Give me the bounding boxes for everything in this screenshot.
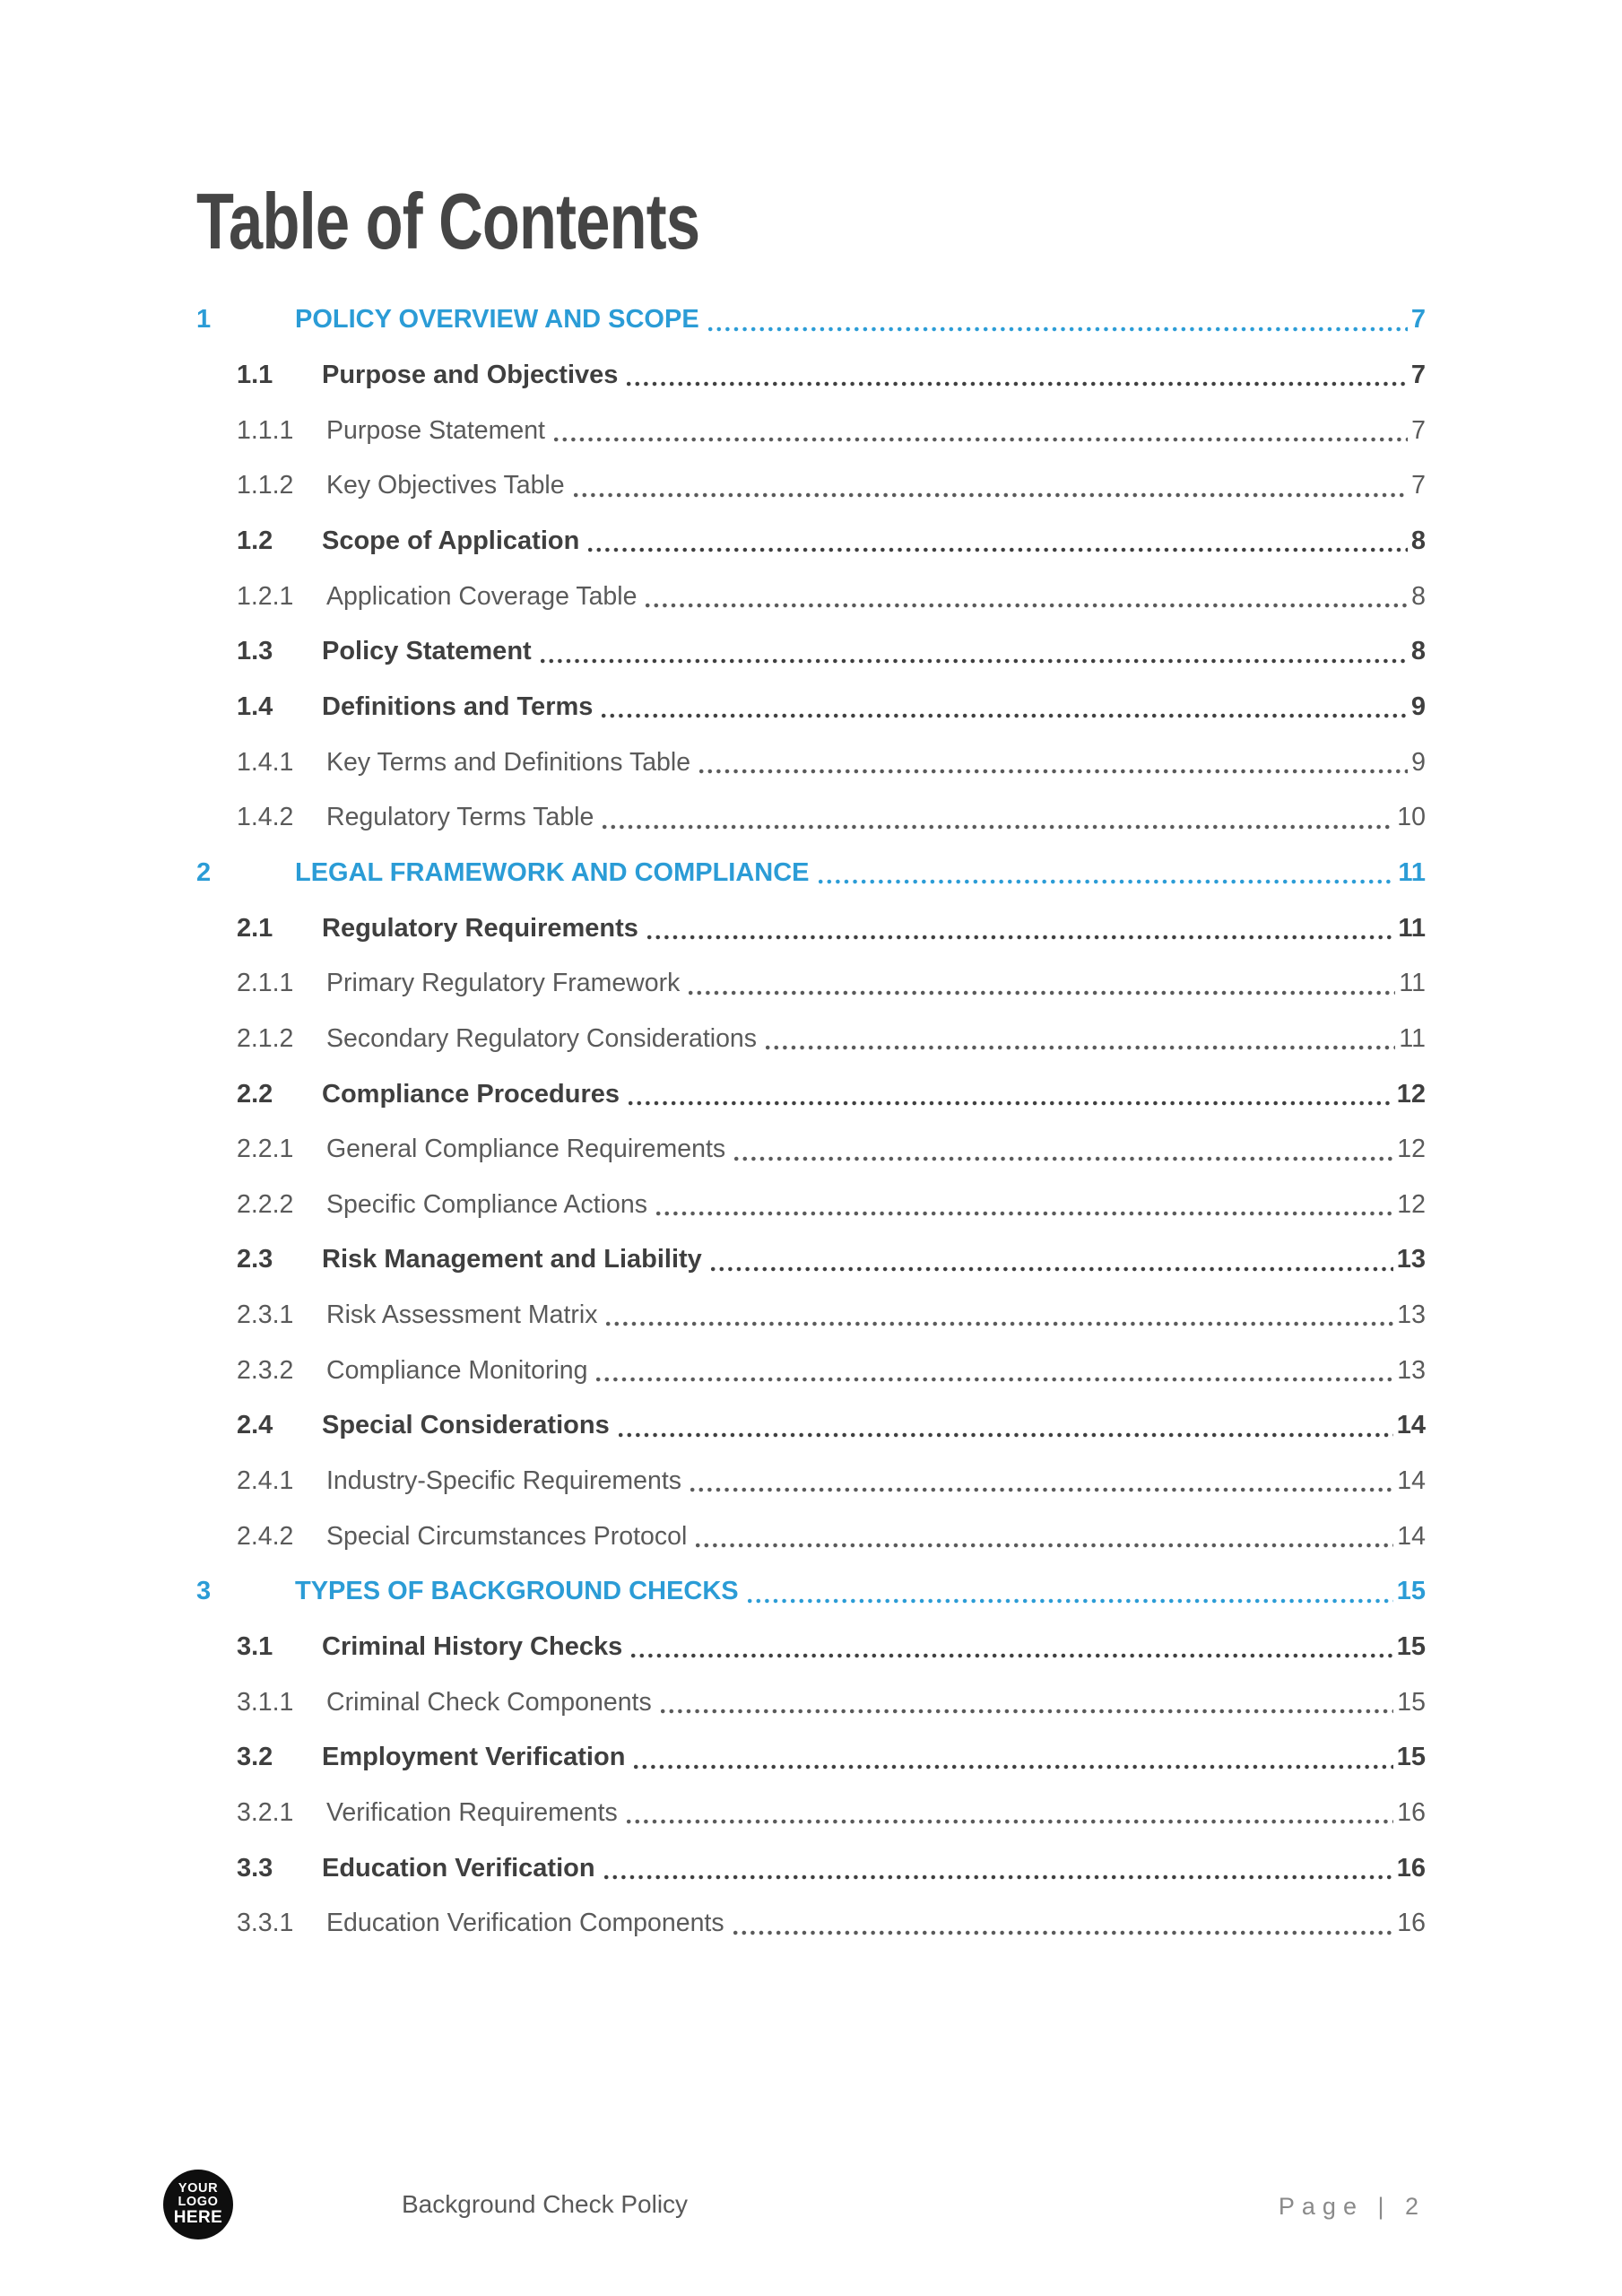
toc-entry-number: 2 bbox=[196, 857, 212, 887]
toc-entry-label: Definitions and Terms bbox=[322, 691, 594, 721]
dot-leader bbox=[606, 1321, 1393, 1326]
toc-entry[interactable] bbox=[196, 1620, 1426, 1675]
toc-entry-number: 2.4.2 bbox=[237, 1521, 294, 1551]
dot-leader bbox=[634, 1764, 1392, 1770]
toc-entry-page: 16 bbox=[1397, 1909, 1426, 1938]
toc-entry-label: POLICY OVERVIEW AND SCOPE bbox=[295, 305, 699, 335]
toc-entry-number: 1 bbox=[196, 305, 212, 335]
toc-entry-page: 8 bbox=[1410, 526, 1426, 555]
toc-entry-page: 11 bbox=[1399, 1023, 1426, 1053]
toc-entry[interactable] bbox=[196, 624, 1426, 680]
logo-line-your: YOUR bbox=[178, 2180, 219, 2196]
toc-entry-page: 12 bbox=[1397, 1135, 1426, 1164]
toc-entry-page: 7 bbox=[1411, 415, 1426, 445]
toc-entry[interactable] bbox=[196, 292, 1426, 348]
toc-entry[interactable] bbox=[196, 1122, 1426, 1178]
toc-entry[interactable] bbox=[196, 1012, 1426, 1067]
toc-entry-label: LEGAL FRAMEWORK AND COMPLIANCE bbox=[295, 857, 810, 887]
toc-entry-number: 2.4.1 bbox=[237, 1466, 294, 1496]
toc-entry-label: Industry-Specific Requirements bbox=[326, 1466, 681, 1496]
dot-leader bbox=[689, 990, 1395, 996]
toc-entry[interactable] bbox=[196, 514, 1426, 570]
dot-leader bbox=[696, 1543, 1393, 1548]
toc-entry-number: 2.2 bbox=[237, 1079, 273, 1109]
toc-entry-label: Compliance Procedures bbox=[322, 1079, 620, 1109]
toc-entry-label: Primary Regulatory Framework bbox=[326, 969, 681, 998]
toc-entry-page: 13 bbox=[1396, 1245, 1426, 1274]
toc-entry[interactable] bbox=[196, 1786, 1426, 1841]
toc-entry-page: 16 bbox=[1397, 1798, 1426, 1828]
toc-entry-label: Regulatory Terms Table bbox=[326, 803, 594, 832]
toc-entry-number: 1.1.2 bbox=[237, 471, 294, 500]
toc-entry-page: 14 bbox=[1397, 1466, 1426, 1496]
dot-leader bbox=[554, 437, 1408, 442]
dot-leader bbox=[734, 1156, 1393, 1161]
dot-leader bbox=[748, 1598, 1393, 1604]
toc-entry[interactable] bbox=[196, 1066, 1426, 1122]
toc-entry-number: 1.1 bbox=[237, 360, 273, 389]
toc-entry-label: Specific Compliance Actions bbox=[326, 1189, 648, 1219]
dot-leader bbox=[711, 1266, 1393, 1272]
page-title: Table of Contents bbox=[196, 177, 700, 265]
toc-entry-page: 8 bbox=[1411, 581, 1426, 611]
toc-entry-page: 15 bbox=[1397, 1687, 1426, 1717]
toc-entry-page: 9 bbox=[1411, 747, 1426, 777]
dot-leader bbox=[619, 1432, 1393, 1438]
toc-entry-number: 2.3 bbox=[237, 1245, 273, 1274]
dot-leader bbox=[631, 1653, 1393, 1658]
toc-entry-label: Compliance Monitoring bbox=[326, 1355, 588, 1385]
toc-entry-number: 1.3 bbox=[237, 637, 273, 666]
toc-entry[interactable] bbox=[196, 1454, 1426, 1509]
toc-entry-page: 8 bbox=[1410, 637, 1426, 666]
toc-entry-page: 7 bbox=[1410, 305, 1426, 335]
dot-leader bbox=[627, 1819, 1394, 1824]
toc-entry-page: 15 bbox=[1396, 1577, 1426, 1606]
toc-entry-number: 2.3.2 bbox=[237, 1355, 294, 1385]
toc-entry-label: Risk Assessment Matrix bbox=[326, 1300, 598, 1330]
toc-entry-number: 1.2 bbox=[237, 526, 273, 555]
toc-list bbox=[196, 292, 1426, 1952]
toc-entry-label: Employment Verification bbox=[322, 1743, 626, 1772]
dot-leader bbox=[647, 935, 1394, 940]
toc-entry-page: 7 bbox=[1410, 360, 1426, 389]
toc-entry-page: 15 bbox=[1396, 1743, 1426, 1772]
toc-entry-number: 1.1.1 bbox=[237, 415, 294, 445]
logo-line-logo: LOGO bbox=[178, 2194, 219, 2209]
dot-leader bbox=[766, 1045, 1395, 1050]
toc-entry-number: 2.1 bbox=[237, 913, 273, 943]
toc-entry-label: Policy Statement bbox=[322, 637, 532, 666]
toc-entry[interactable] bbox=[196, 1178, 1426, 1233]
toc-entry[interactable] bbox=[196, 1564, 1426, 1620]
toc-entry-page: 15 bbox=[1396, 1632, 1426, 1662]
logo-line-here: HERE bbox=[173, 2208, 223, 2228]
dot-leader bbox=[661, 1709, 1394, 1714]
toc-entry-label: General Compliance Requirements bbox=[326, 1135, 726, 1164]
toc-entry-label: Verification Requirements bbox=[326, 1798, 618, 1828]
toc-entry-page: 12 bbox=[1397, 1189, 1426, 1219]
dot-leader bbox=[708, 326, 1408, 332]
toc-entry-label: TYPES OF BACKGROUND CHECKS bbox=[295, 1577, 739, 1606]
toc-entry[interactable] bbox=[196, 458, 1426, 514]
dot-leader bbox=[699, 769, 1408, 774]
toc-entry-label: Criminal Check Components bbox=[326, 1687, 652, 1717]
toc-entry[interactable] bbox=[196, 790, 1426, 846]
toc-entry-label: Special Circumstances Protocol bbox=[326, 1521, 688, 1551]
logo-badge bbox=[163, 2170, 233, 2239]
dot-leader bbox=[602, 713, 1407, 718]
toc-entry-page: 13 bbox=[1397, 1300, 1426, 1330]
dot-leader bbox=[819, 879, 1395, 884]
toc-entry-number: 3.3 bbox=[237, 1853, 273, 1883]
toc-entry-page: 16 bbox=[1396, 1853, 1426, 1883]
footer-page-number: Page | 2 bbox=[1278, 2193, 1426, 2220]
toc-entry-page: 9 bbox=[1410, 691, 1426, 721]
toc-entry-label: Criminal History Checks bbox=[322, 1632, 623, 1662]
toc-entry-page: 11 bbox=[1399, 969, 1426, 998]
toc-entry[interactable] bbox=[196, 1509, 1426, 1564]
toc-entry-number: 2.3.1 bbox=[237, 1300, 294, 1330]
toc-entry[interactable] bbox=[196, 1840, 1426, 1896]
toc-entry[interactable] bbox=[196, 1896, 1426, 1952]
toc-entry-label: Purpose Statement bbox=[326, 415, 545, 445]
toc-entry-label: Risk Management and Liability bbox=[322, 1245, 702, 1274]
dot-leader bbox=[604, 1874, 1393, 1880]
toc-entry[interactable] bbox=[196, 735, 1426, 790]
toc-entry[interactable] bbox=[196, 1288, 1426, 1344]
dot-leader bbox=[733, 1930, 1394, 1935]
dot-leader bbox=[541, 658, 1408, 664]
footer-doc-title: Background Check Policy bbox=[402, 2190, 689, 2218]
toc-entry[interactable] bbox=[196, 680, 1426, 735]
toc-entry-page: 11 bbox=[1398, 857, 1426, 887]
toc-entry-number: 3 bbox=[196, 1577, 212, 1606]
dot-leader bbox=[690, 1487, 1393, 1492]
toc-entry[interactable] bbox=[196, 403, 1426, 458]
toc-entry[interactable] bbox=[196, 1730, 1426, 1786]
dot-leader bbox=[656, 1211, 1393, 1216]
toc-entry-number: 2.2.1 bbox=[237, 1135, 294, 1164]
toc-entry-number: 1.4.1 bbox=[237, 747, 294, 777]
toc-entry-label: Education Verification Components bbox=[326, 1909, 724, 1938]
dot-leader bbox=[646, 603, 1408, 608]
toc-entry-number: 3.2 bbox=[237, 1743, 273, 1772]
toc-entry-number: 1.4 bbox=[237, 691, 273, 721]
toc-entry-number: 3.3.1 bbox=[237, 1909, 294, 1938]
toc-entry-label: Key Terms and Definitions Table bbox=[326, 747, 691, 777]
toc-entry[interactable] bbox=[196, 1232, 1426, 1288]
toc-entry-label: Education Verification bbox=[322, 1853, 595, 1883]
toc-entry-number: 3.1 bbox=[237, 1632, 273, 1662]
toc-entry[interactable] bbox=[196, 1674, 1426, 1730]
toc-entry[interactable] bbox=[196, 348, 1426, 404]
toc-entry-page: 7 bbox=[1411, 471, 1426, 500]
toc-entry-label: Purpose and Objectives bbox=[322, 360, 619, 389]
dot-leader bbox=[627, 381, 1407, 387]
toc-entry-number: 3.2.1 bbox=[237, 1798, 294, 1828]
toc-entry-page: 14 bbox=[1397, 1521, 1426, 1551]
toc-entry-label: Regulatory Requirements bbox=[322, 913, 638, 943]
toc-entry-number: 2.2.2 bbox=[237, 1189, 294, 1219]
toc-entry-number: 2.4 bbox=[237, 1411, 273, 1440]
toc-entry-number: 1.2.1 bbox=[237, 581, 294, 611]
toc-entry-number: 3.1.1 bbox=[237, 1687, 294, 1717]
dot-leader bbox=[574, 492, 1409, 498]
dot-leader bbox=[588, 547, 1408, 552]
toc-entry[interactable] bbox=[196, 569, 1426, 624]
dot-leader bbox=[603, 824, 1393, 830]
toc-entry[interactable] bbox=[196, 1343, 1426, 1398]
toc-entry-page: 11 bbox=[1398, 913, 1426, 943]
toc-entry-number: 1.4.2 bbox=[237, 803, 294, 832]
toc-entry-number: 2.1.1 bbox=[237, 969, 294, 998]
toc-entry-number: 2.1.2 bbox=[237, 1023, 294, 1053]
toc-entry[interactable] bbox=[196, 900, 1426, 956]
toc-entry[interactable] bbox=[196, 846, 1426, 901]
toc-entry[interactable] bbox=[196, 956, 1426, 1012]
toc-entry-label: Secondary Regulatory Considerations bbox=[326, 1023, 758, 1053]
toc-entry-label: Scope of Application bbox=[322, 526, 580, 555]
toc-entry-label: Application Coverage Table bbox=[326, 581, 638, 611]
toc-entry-page: 10 bbox=[1397, 803, 1426, 832]
toc-entry-page: 14 bbox=[1396, 1411, 1426, 1440]
toc-entry-page: 13 bbox=[1397, 1355, 1426, 1385]
toc-entry[interactable] bbox=[196, 1398, 1426, 1454]
dot-leader bbox=[629, 1100, 1393, 1106]
dot-leader bbox=[596, 1377, 1393, 1382]
toc-entry-page: 12 bbox=[1396, 1079, 1426, 1109]
toc-entry-label: Special Considerations bbox=[322, 1411, 610, 1440]
toc-entry-label: Key Objectives Table bbox=[326, 471, 565, 500]
